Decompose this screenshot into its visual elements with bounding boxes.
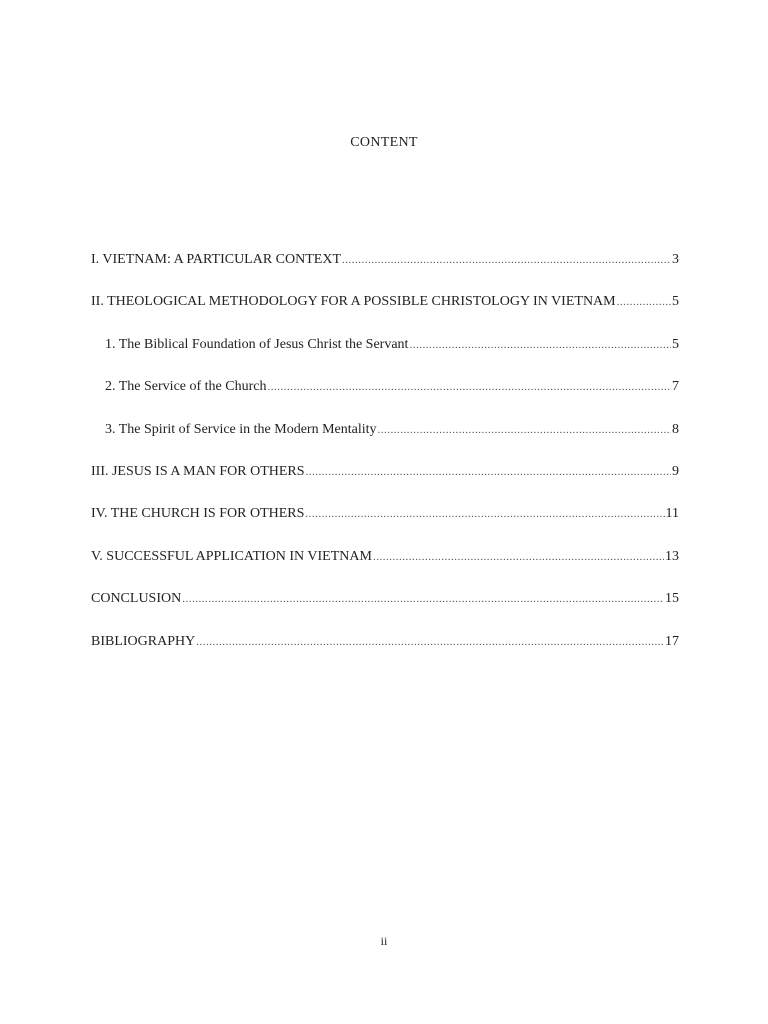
dot-leader bbox=[342, 254, 671, 266]
toc-entry-vietnam-context bbox=[91, 252, 679, 294]
dot-leader bbox=[182, 593, 664, 605]
dot-leader bbox=[267, 381, 671, 393]
toc-entry-page: 7 bbox=[672, 379, 679, 395]
toc-entry-label: CONCLUSION bbox=[91, 591, 182, 607]
toc-entry-label: III. JESUS IS A MAN FOR OTHERS bbox=[91, 463, 305, 479]
toc-entry-label: 1. The Biblical Foundation of Jesus Christ the Servant bbox=[105, 336, 409, 352]
toc-entry-label: I. VIETNAM: A PARTICULAR CONTEXT bbox=[91, 252, 342, 267]
toc-entry-page: 17 bbox=[665, 633, 679, 649]
toc-entry-conclusion bbox=[91, 591, 679, 633]
toc-entry-label: II. THEOLOGICAL METHODOLOGY FOR A POSSIBLE CHRISTOLOGY IN VIETNAM bbox=[91, 294, 616, 310]
toc-entry-label: BIBLIOGRAPHY bbox=[91, 633, 196, 649]
dot-leader bbox=[196, 636, 664, 648]
toc-entry-label: 3. The Spirit of Service in the Modern Mentality bbox=[105, 421, 377, 437]
toc-entry-page: 8 bbox=[672, 421, 679, 437]
toc-entry-label: 2. The Service of the Church bbox=[105, 379, 267, 395]
page-number: ii bbox=[380, 934, 388, 948]
dot-leader bbox=[617, 296, 671, 308]
toc-entry-successful-application bbox=[91, 549, 679, 591]
page-title: CONTENT bbox=[350, 135, 418, 150]
toc-entry-bibliography bbox=[91, 634, 679, 676]
toc-entry-label: IV. THE CHURCH IS FOR OTHERS bbox=[91, 506, 305, 522]
toc-entry-biblical-foundation bbox=[91, 337, 679, 379]
dot-leader bbox=[305, 508, 664, 520]
dot-leader bbox=[306, 466, 671, 478]
toc-entry-page: 9 bbox=[672, 463, 679, 479]
toc-entry-service-of-church bbox=[91, 379, 679, 421]
toc-entry-page: 13 bbox=[665, 548, 679, 564]
table-of-contents bbox=[91, 252, 679, 676]
toc-entry-page: 5 bbox=[672, 336, 679, 352]
dot-leader bbox=[373, 551, 664, 563]
toc-entry-page: 11 bbox=[665, 506, 679, 522]
dot-leader bbox=[409, 339, 671, 351]
dot-leader bbox=[378, 424, 671, 436]
toc-entry-label: V. SUCCESSFUL APPLICATION IN VIETNAM bbox=[91, 548, 372, 564]
toc-entry-page: 15 bbox=[665, 591, 679, 607]
toc-entry-spirit-of-service bbox=[91, 422, 679, 464]
toc-entry-jesus-man-for-others bbox=[91, 464, 679, 506]
toc-entry-page: 5 bbox=[672, 294, 679, 310]
toc-entry-church-for-others bbox=[91, 506, 679, 548]
toc-entry-page: 3 bbox=[672, 252, 679, 267]
toc-entry-theological-methodology bbox=[91, 294, 679, 336]
